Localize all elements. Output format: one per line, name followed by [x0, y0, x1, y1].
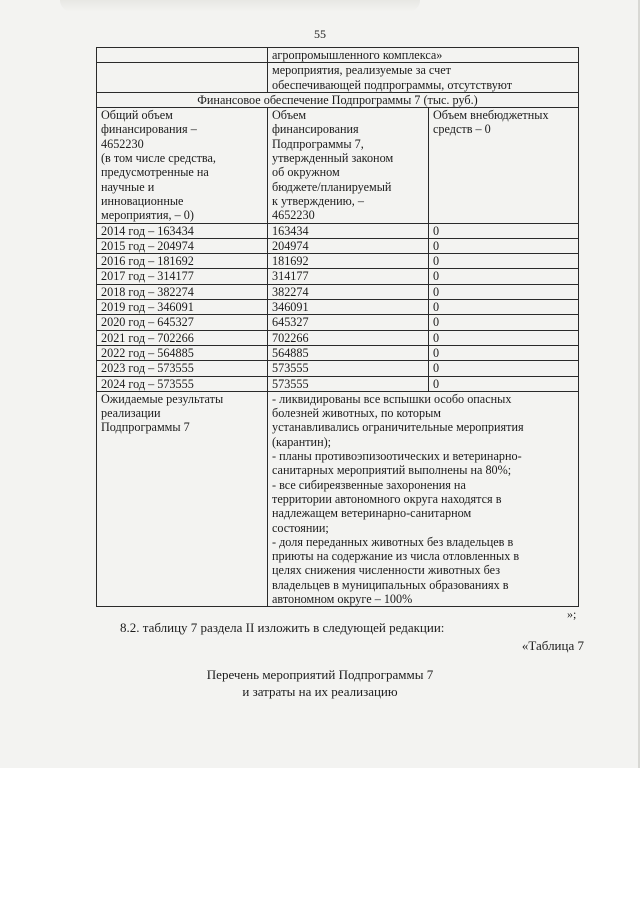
text-line: 4652230	[101, 136, 144, 151]
finance-header-row	[97, 92, 579, 107]
budget-cell: 645327	[268, 315, 429, 330]
year-label-cell: 2018 год – 382274	[97, 284, 268, 299]
text-line: (карантин);	[272, 434, 332, 449]
section-title	[0, 666, 640, 700]
text-line: финансирования –	[101, 122, 197, 137]
year-row	[97, 361, 579, 376]
table-row	[97, 63, 579, 93]
text-cell	[268, 63, 579, 93]
extra-budget-cell: 0	[429, 345, 579, 360]
budget-cell: 163434	[268, 223, 429, 238]
text-line: финансирования	[272, 122, 359, 137]
text-line: надлежащем ветеринарно-санитарном	[272, 506, 472, 521]
text-line: Подпрограммы 7	[101, 420, 190, 435]
expected-results-row	[97, 391, 579, 606]
extra-budget-header	[429, 108, 579, 223]
year-label-cell: 2019 год – 346091	[97, 300, 268, 315]
page-number: 55	[314, 27, 326, 41]
text-line: болезней животных, по которым	[272, 406, 442, 421]
table-label: «Таблица 7	[521, 638, 584, 653]
text-line: санитарных мероприятий выполнены на 80%;	[272, 463, 512, 478]
budget-cell: 181692	[268, 254, 429, 269]
expected-results-label	[97, 391, 268, 606]
extra-budget-cell: 0	[429, 284, 579, 299]
extra-budget-cell: 0	[429, 223, 579, 238]
year-label-cell: 2023 год – 573555	[97, 361, 268, 376]
text-line: инновационные	[101, 193, 184, 208]
year-row	[97, 376, 579, 391]
year-row	[97, 330, 579, 345]
year-label-cell: 2016 год – 181692	[97, 254, 268, 269]
table-row	[97, 48, 579, 63]
text-line: территории автономного округа находятся в	[272, 491, 502, 506]
text-line: (в том числе средства,	[101, 151, 216, 166]
text-line: средств – 0	[433, 122, 491, 137]
year-label-cell: 2017 год – 314177	[97, 269, 268, 284]
text-line: утвержденный законом	[272, 151, 394, 166]
year-label-cell: 2021 год – 702266	[97, 330, 268, 345]
budget-financing-header	[268, 108, 429, 223]
text-line: устанавливались ограничительные мероприятия	[272, 420, 524, 435]
extra-budget-cell: 0	[429, 376, 579, 391]
year-label-cell: 2022 год – 564885	[97, 345, 268, 360]
year-row	[97, 284, 579, 299]
text-line: об окружном	[272, 165, 340, 180]
text-line: научные и	[101, 179, 155, 194]
extra-budget-cell: 0	[429, 254, 579, 269]
text-line: автономном округе – 100%	[272, 591, 413, 606]
year-row	[97, 269, 579, 284]
text-line: мероприятия, реализуемые за счет	[272, 63, 451, 78]
extra-budget-cell: 0	[429, 300, 579, 315]
budget-cell: 573555	[268, 361, 429, 376]
year-row	[97, 300, 579, 315]
text-line: целях снижения численности животных без	[272, 563, 501, 578]
text-line: к утверждению, –	[272, 193, 364, 208]
text-cell: агропромышленного комплекса»	[268, 48, 579, 63]
text-line: Объем	[272, 108, 307, 123]
text-line: - планы противоэпизоотических и ветеринарно-	[272, 449, 522, 464]
subprogram-passport-table	[96, 47, 579, 607]
budget-cell: 382274	[268, 284, 429, 299]
text-line: Общий объем	[101, 108, 173, 123]
text-line: 4652230	[272, 208, 315, 223]
extra-budget-cell: 0	[429, 330, 579, 345]
year-row	[97, 345, 579, 360]
closing-quote-mark: »;	[567, 607, 577, 621]
year-row	[97, 315, 579, 330]
budget-cell: 346091	[268, 300, 429, 315]
text-line: Объем внебюджетных	[433, 108, 549, 123]
budget-cell: 204974	[268, 238, 429, 253]
year-row	[97, 238, 579, 253]
text-line: Подпрограммы 7,	[272, 136, 364, 151]
text-line: предусмотренные на	[101, 165, 209, 180]
extra-budget-cell: 0	[429, 315, 579, 330]
text-line: состоянии;	[272, 520, 329, 535]
year-label-cell: 2014 год – 163434	[97, 223, 268, 238]
expected-results-text	[268, 391, 579, 606]
text-line: приюты на содержание из числа отловленных в	[272, 549, 520, 564]
text-line: обеспечивающей подпрограммы, отсутствуют	[272, 77, 513, 92]
budget-cell: 564885	[268, 345, 429, 360]
text-line: - все сибиреязвенные захоронения на	[272, 477, 466, 492]
budget-cell: 702266	[268, 330, 429, 345]
extra-budget-cell: 0	[429, 238, 579, 253]
total-financing-header	[97, 108, 268, 223]
section-title-line: Перечень мероприятий Подпрограммы 7	[206, 667, 434, 682]
text-line: владельцев в муниципальных образованиях в	[272, 577, 509, 592]
section-title-line: и затраты на их реализацию	[242, 684, 398, 699]
text-line: Ожидаемые результаты	[101, 391, 224, 406]
budget-cell: 314177	[268, 269, 429, 284]
year-label-cell: 2015 год – 204974	[97, 238, 268, 253]
text-line: - доля переданных животных без владельцев в	[272, 534, 514, 549]
text-line: реализации	[101, 406, 161, 421]
finance-header: Финансовое обеспечение Подпрограммы 7 (тыс. руб.)	[97, 92, 579, 107]
text-line: - ликвидированы все вспышки особо опасных	[272, 391, 512, 406]
extra-budget-cell: 0	[429, 361, 579, 376]
year-row	[97, 254, 579, 269]
amendment-paragraph: 8.2. таблицу 7 раздела II изложить в следующей редакции:	[120, 620, 445, 635]
text-line: мероприятия, – 0)	[101, 208, 194, 223]
extra-budget-cell: 0	[429, 269, 579, 284]
year-label-cell: 2024 год – 573555	[97, 376, 268, 391]
year-row	[97, 223, 579, 238]
column-header-row	[97, 108, 579, 223]
year-label-cell: 2020 год – 645327	[97, 315, 268, 330]
scan-artifact	[60, 0, 420, 12]
budget-cell: 573555	[268, 376, 429, 391]
text-line: бюджете/планируемый	[272, 179, 392, 194]
